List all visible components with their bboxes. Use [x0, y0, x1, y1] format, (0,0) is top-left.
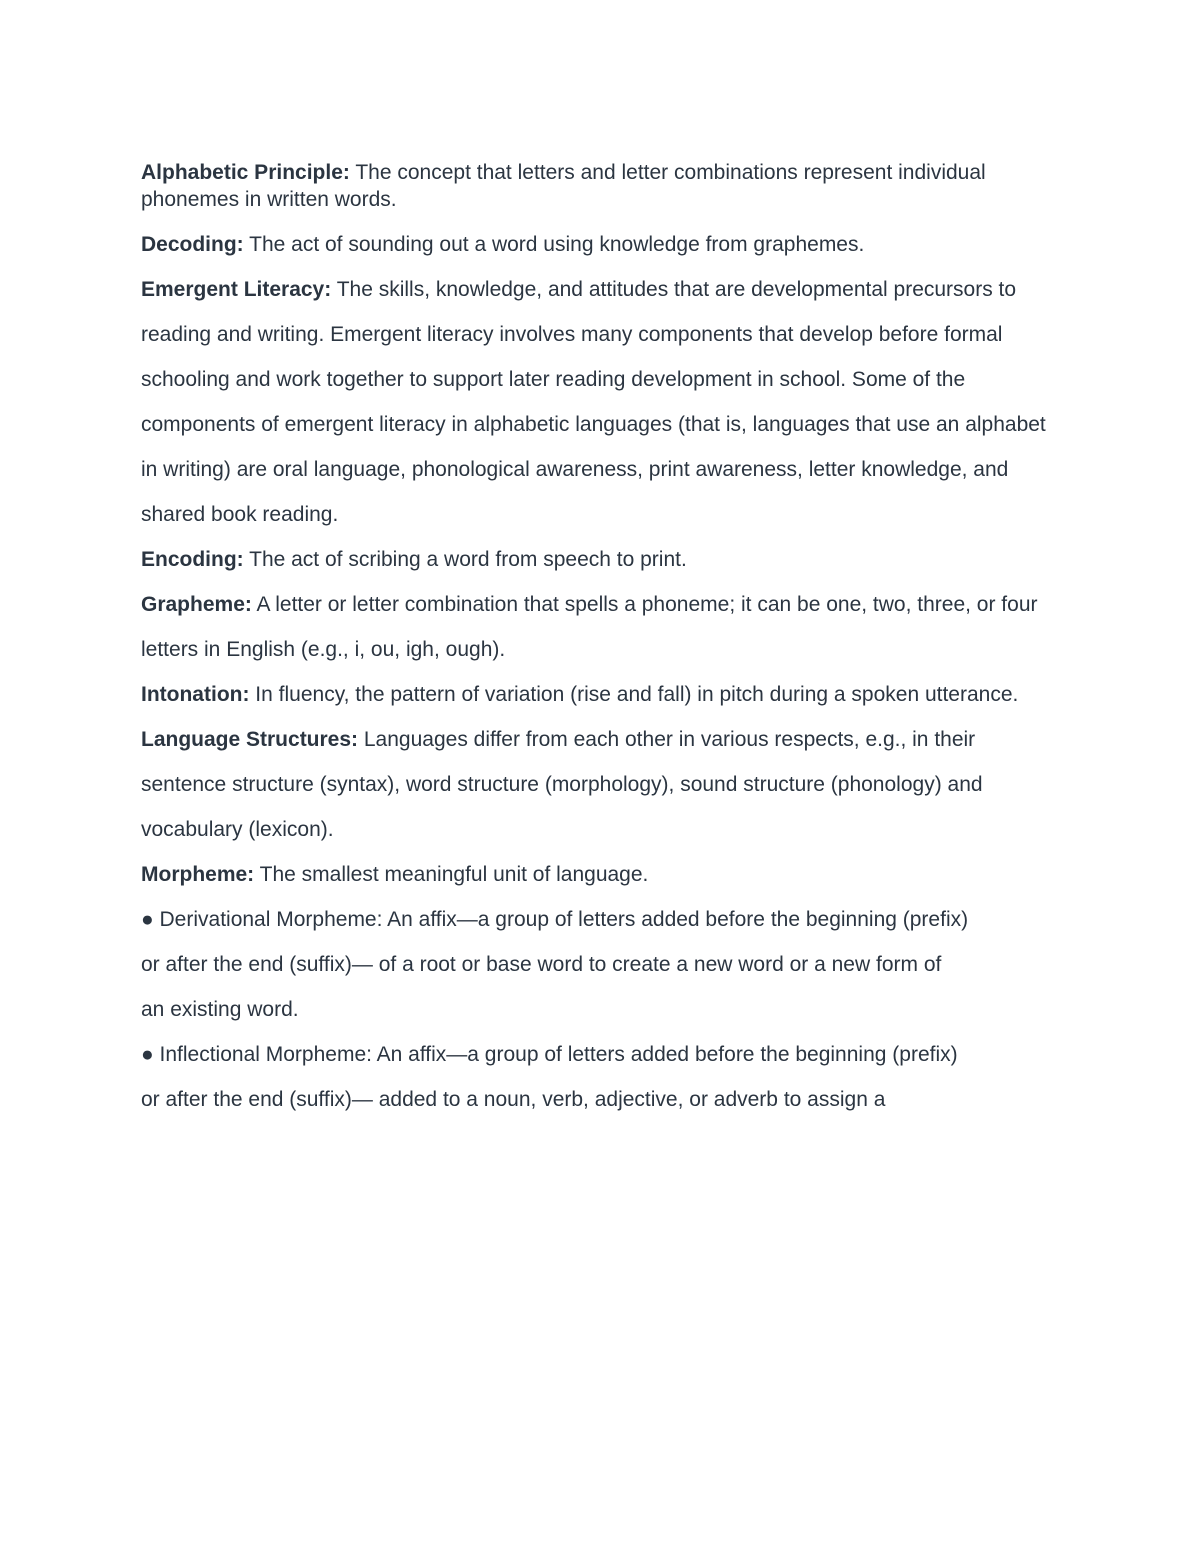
term-label: Morpheme: — [141, 863, 255, 886]
definition-text: The smallest meaningful unit of language. — [254, 863, 649, 886]
paragraph — [141, 1086, 1066, 1113]
body-text: schooling and work together to support later reading development in school. Some of the — [141, 368, 966, 391]
body-text: reading and writing. Emergent literacy involves many components that develop before formal — [141, 323, 1003, 346]
term-label: Language Structures: — [141, 728, 359, 751]
paragraph — [141, 456, 1066, 483]
term-label: Decoding: — [141, 233, 244, 256]
paragraph — [141, 771, 1066, 798]
body-text: sentence structure (syntax), word structure (morphology), sound structure (phonology) and — [141, 773, 983, 796]
glossary-entry-encoding — [141, 546, 1066, 573]
paragraph — [141, 501, 1066, 528]
document-body — [141, 159, 1066, 1131]
glossary-entry-decoding — [141, 231, 1066, 258]
definition-text: The concept that letters and letter combinations represent individual phonemes in written words. — [141, 161, 986, 211]
body-text: ● Derivational Morpheme: An affix—a group of letters added before the beginning (prefix) — [141, 908, 969, 931]
glossary-entry-language-structures — [141, 726, 1066, 753]
paragraph — [141, 816, 1066, 843]
term-label: Emergent Literacy: — [141, 278, 332, 301]
paragraph — [141, 321, 1066, 348]
glossary-entry-intonation — [141, 681, 1066, 708]
paragraph — [141, 636, 1066, 663]
glossary-entry-emergent-literacy — [141, 276, 1066, 303]
body-text: shared book reading. — [141, 503, 339, 526]
definition-text: The act of sounding out a word using knowledge from graphemes. — [243, 233, 865, 256]
definition-text: In fluency, the pattern of variation (rise and fall) in pitch during a spoken utterance. — [249, 683, 1019, 706]
paragraph — [141, 411, 1066, 438]
body-text: in writing) are oral language, phonological awareness, print awareness, letter knowledge, and — [141, 458, 1009, 481]
paragraph — [141, 951, 1066, 978]
term-label: Encoding: — [141, 548, 244, 571]
definition-text: A letter or letter combination that spells a phoneme; it can be one, two, three, or four — [251, 593, 1038, 616]
body-text: or after the end (suffix)— added to a noun, verb, adjective, or adverb to assign a — [141, 1088, 886, 1111]
body-text: an existing word. — [141, 998, 299, 1021]
glossary-entry-morpheme — [141, 861, 1066, 888]
definition-text: The skills, knowledge, and attitudes that are developmental precursors to — [331, 278, 1017, 301]
definition-text: Languages differ from each other in various respects, e.g., in their — [358, 728, 976, 751]
bullet-item-inflectional-morpheme — [141, 1041, 1066, 1068]
paragraph — [141, 366, 1066, 393]
body-text: components of emergent literacy in alphabetic languages (that is, languages that use an alphabet — [141, 413, 1046, 436]
body-text: vocabulary (lexicon). — [141, 818, 334, 841]
body-text: ● Inflectional Morpheme: An affix—a group of letters added before the beginning (prefix) — [141, 1043, 958, 1066]
term-label: Alphabetic Principle: — [141, 161, 350, 184]
glossary-entry-grapheme — [141, 591, 1066, 618]
bullet-item-derivational-morpheme — [141, 906, 1066, 933]
body-text: or after the end (suffix)— of a root or base word to create a new word or a new form of — [141, 953, 942, 976]
paragraph — [141, 996, 1066, 1023]
definition-text: The act of scribing a word from speech to print. — [243, 548, 687, 571]
glossary-entry-alphabetic-principle — [141, 159, 1066, 213]
term-label: Grapheme: — [141, 593, 252, 616]
body-text: letters in English (e.g., i, ou, igh, ough). — [141, 638, 506, 661]
term-label: Intonation: — [141, 683, 250, 706]
